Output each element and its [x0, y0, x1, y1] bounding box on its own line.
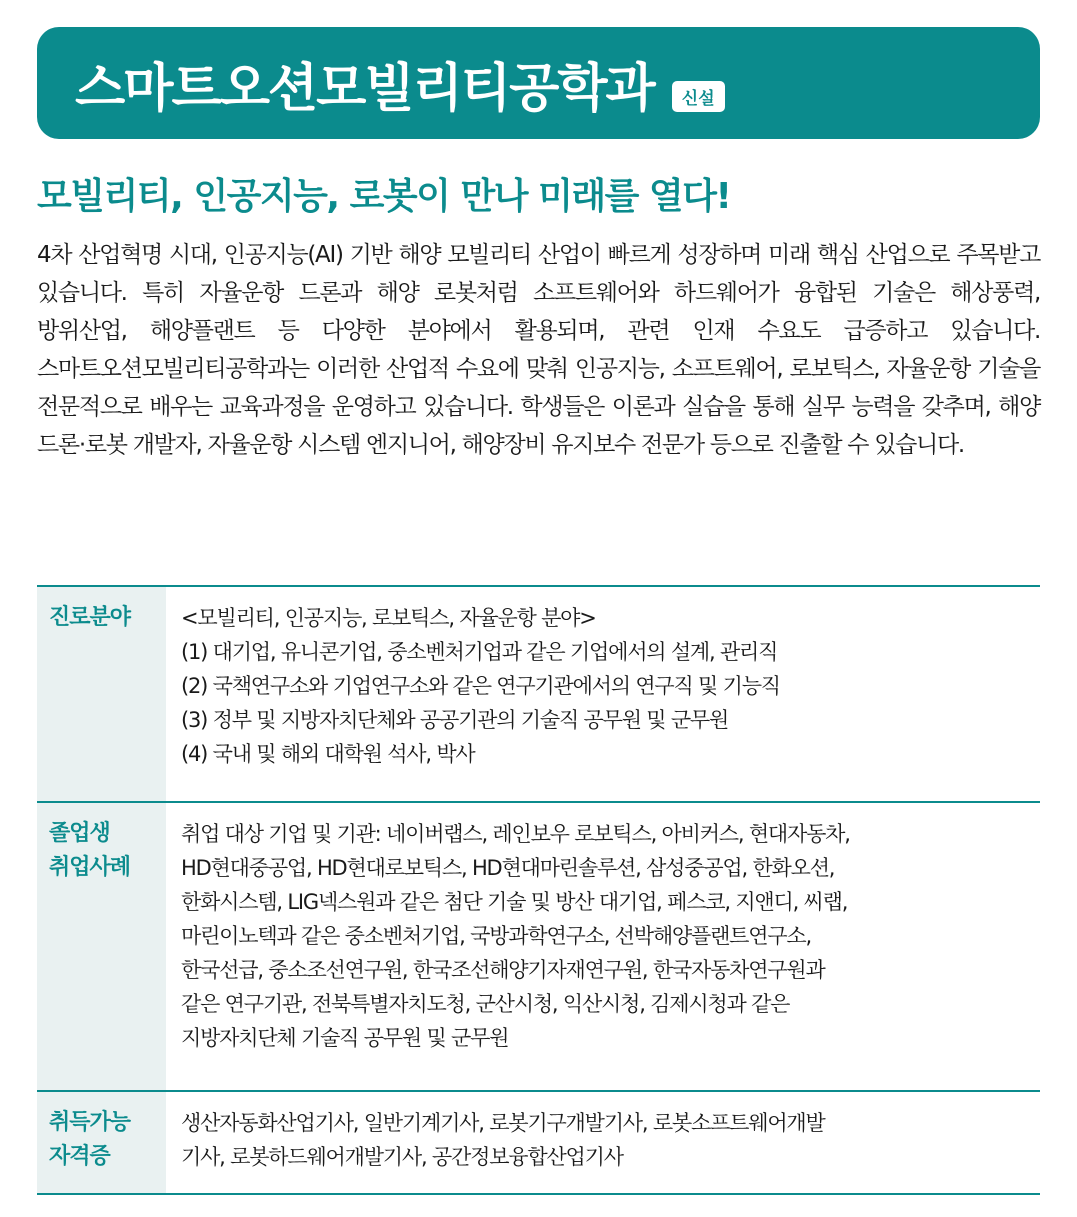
certificates-label-line: 자격증	[49, 1144, 110, 1169]
career-line: (3) 정부 및 지방자치단체와 공공기관의 기술직 공무원 및 군무원	[181, 708, 729, 732]
career-line: (2) 국책연구소와 기업연구소와 같은 연구기관에서의 연구직 및 기능직	[181, 674, 780, 698]
headline: 모빌리티, 인공지능, 로봇이 만나 미래를 열다!	[37, 176, 731, 217]
career-line: (4) 국내 및 해외 대학원 석사, 박사	[181, 742, 475, 766]
info-table	[37, 585, 1040, 1195]
employment-line: 한국선급, 중소조선연구원, 한국조선해양기자재연구원, 한국자동차연구원과	[181, 958, 825, 982]
employment-label-line: 졸업생	[49, 821, 110, 846]
career-line: <모빌리티, 인공지능, 로보틱스, 자율운항 분야>	[181, 606, 596, 630]
career-body	[166, 587, 1040, 801]
new-badge: 신설	[672, 81, 725, 112]
intro-paragraph: 4차 산업혁명 시대, 인공지능(AI) 기반 해양 모빌리티 산업이 빠르게 성장하며 미래 핵심 산업으로 주목받고 있습니다. 특히 자율운항 드론과 해양 로봇처럼 소프트웨어와 하드웨어가 융합된 기술은 해상풍력, 방위산업, 해양플랜트 등 다양한 분야에서 활용되며, 관련 인재 수요도 급증하고 있습니다. 스마트오션모빌리티공학과는 이러한 산업적 수요에 맞춰 인공지능, 소프트웨어, 로보틱스, 자율운항 기술을 전문적으로 배우는 교육과정을 운영하고 있습니다. 학생들은 이론과 실습을 통해 실무 능력을 갖추며, 해양 드론·로봇 개발자, 자율운항 시스템 엔지니어, 해양장비 유지보수 전문가 등으로 진출할 수 있습니다.	[37, 242, 1040, 458]
employment-line: 한화시스템, LIG넥스원과 같은 첨단 기술 및 방산 대기업, 페스코, 지앤디, 씨랩,	[181, 890, 848, 914]
employment-line: 마린이노텍과 같은 중소벤처기업, 국방과학연구소, 선박해양플랜트연구소,	[181, 924, 811, 948]
employment-line: 취업 대상 기업 및 기관: 네이버랩스, 레인보우 로보틱스, 아비커스, 현대자동차,	[181, 822, 850, 846]
certificates-row	[37, 1092, 1040, 1195]
employment-line: 지방자치단체 기술직 공무원 및 군무원	[181, 1026, 509, 1050]
certificates-label	[37, 1092, 166, 1193]
employment-label	[37, 803, 166, 1090]
employment-line: 같은 연구기관, 전북특별자치도청, 군산시청, 익산시청, 김제시청과 같은	[181, 992, 790, 1016]
department-banner	[37, 27, 1040, 139]
certificates-line: 생산자동화산업기사, 일반기계기사, 로봇기구개발기사, 로봇소프트웨어개발	[181, 1111, 825, 1135]
career-label: 진로분야	[37, 587, 166, 801]
career-row	[37, 587, 1040, 803]
certificates-label-line: 취득가능	[49, 1110, 131, 1135]
certificates-body	[166, 1092, 1040, 1193]
certificates-line: 기사, 로봇하드웨어개발기사, 공간정보융합산업기사	[181, 1145, 623, 1169]
employment-line: HD현대중공업, HD현대로보틱스, HD현대마린솔루션, 삼성중공업, 한화오션,	[181, 856, 835, 880]
department-title: 스마트오션모빌리티공학과	[75, 58, 654, 119]
employment-label-line: 취업사례	[49, 855, 131, 880]
employment-row	[37, 803, 1040, 1092]
career-line: (1) 대기업, 유니콘기업, 중소벤처기업과 같은 기업에서의 설계, 관리직	[181, 640, 778, 664]
employment-body	[166, 803, 1040, 1090]
